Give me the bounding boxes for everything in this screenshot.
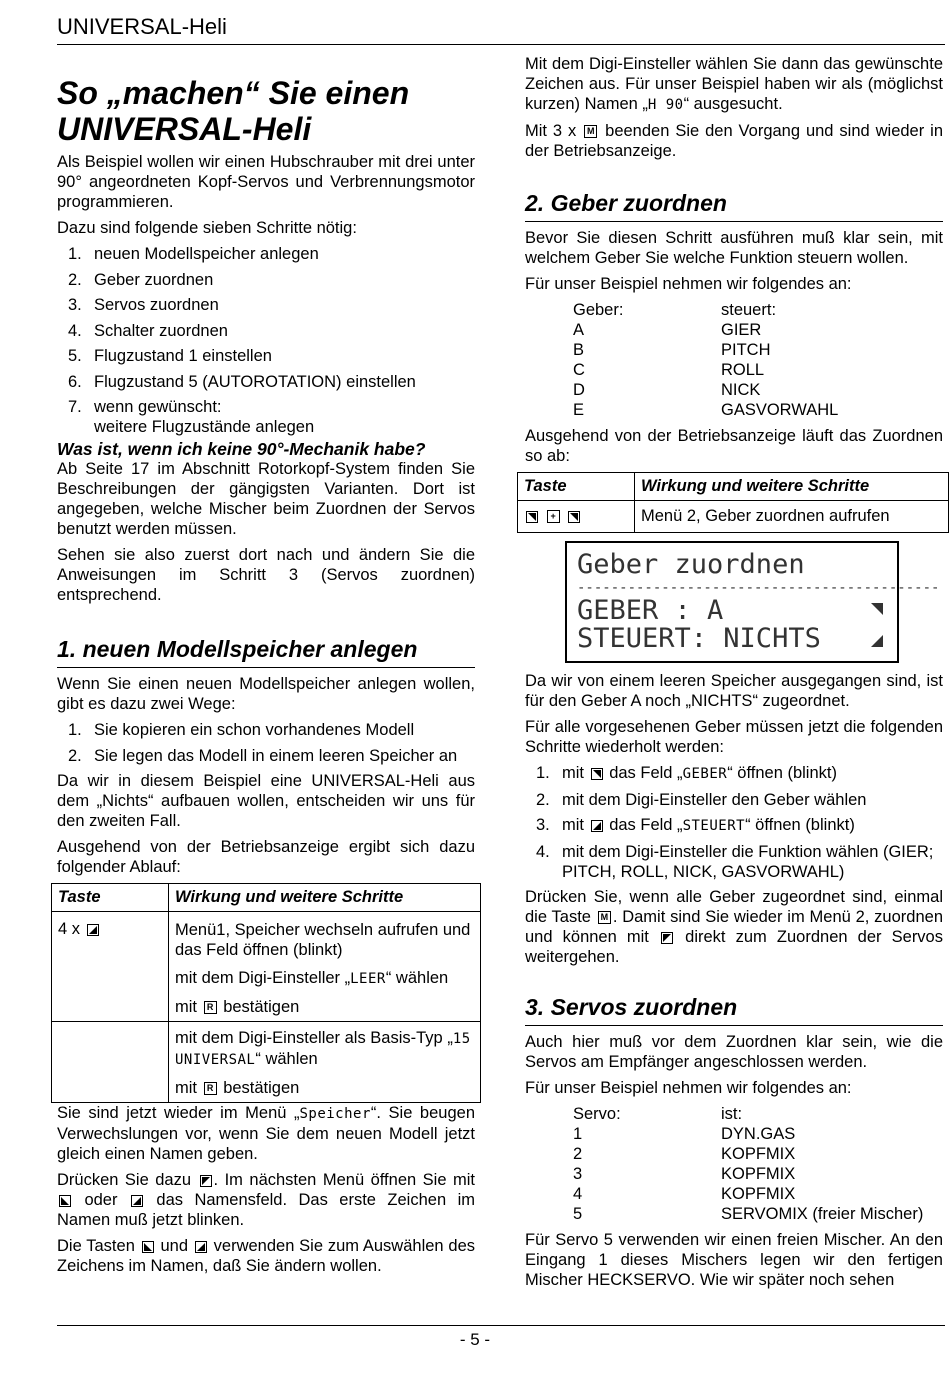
steps-list	[57, 244, 475, 437]
plus-key-icon: +	[547, 510, 560, 523]
header-divider	[57, 44, 945, 45]
list-item: 3. mit das Feld „STEUERT“ öffnen (blinkt)	[536, 816, 855, 834]
key-down-right-icon	[131, 1195, 143, 1207]
after-table-paragraph-2: Drücken Sie dazu . Im nächsten Menü öffnen Sie mit oder das Namensfeld. Das erste Zeichen im Namen muß jetzt blinken.	[57, 1171, 475, 1229]
list-item: 7. wenn gewünscht: weitere Flugzustände anlegen	[68, 398, 315, 436]
s1-paragraph-2: Da wir in diesem Beispiel eine UNIVERSAL-Heli aus dem „Nichts“ aufbauen wollen, entscheiden wir uns für den zweiten Fall.	[57, 772, 475, 830]
key-up-right-icon	[591, 768, 603, 780]
right-column	[525, 54, 943, 1296]
m-key-icon: M	[584, 125, 597, 138]
question-heading: Was ist, wenn ich keine 90°-Mechanik habe?	[57, 439, 426, 459]
s2-steps-table	[517, 472, 949, 533]
key-up-right-icon	[568, 511, 580, 523]
list-item: 3. Servos zuordnen	[68, 296, 219, 314]
list-item: 6. Flugzustand 5 (AUTOROTATION) einstellen	[68, 372, 416, 391]
page-header-title: UNIVERSAL-Heli	[57, 14, 227, 39]
section-1-heading: 1. neuen Modellspeicher anlegen	[57, 635, 475, 668]
intro-steps-lead: Dazu sind folgende sieben Schritte nötig:	[57, 219, 357, 237]
s1-steps-table	[51, 883, 481, 1103]
lcd-arrow-up-right-icon	[871, 603, 883, 615]
table-row: mit dem Digi-Einsteller als Basis-Typ „15 UNIVERSAL“ wählen mit R bestätigen	[52, 1022, 481, 1103]
key-down-right-icon	[591, 820, 603, 832]
key-down-right-icon	[195, 1241, 207, 1253]
s1-paragraph-1: Wenn Sie einen neuen Modellspeicher anlegen wollen, gibt es dazu zwei Wege:	[57, 675, 475, 713]
s1-paragraph-3: Ausgehend von der Betriebsanzeige ergibt sich dazu folgender Ablauf:	[57, 838, 475, 876]
list-item: 1. mit das Feld „GEBER“ öffnen (blinkt)	[536, 764, 837, 782]
list-item: 1. neuen Modellspeicher anlegen	[68, 245, 319, 263]
after-table-paragraph-1: Sie sind jetzt wieder im Menü „Speicher“. Sie beugen Verwechslungen vor, wenn Sie dem neuen Modell jetzt gleich einen Namen geben.	[57, 1104, 475, 1163]
question-paragraph-2: Sehen sie also zuerst dort nach und ändern Sie die Anweisungen im Schritt 3 (Servos zuordnen) entsprechend.	[57, 546, 475, 604]
key-down-right-icon	[87, 924, 99, 936]
section-3-heading: 3. Servos zuordnen	[525, 993, 943, 1026]
list-item: 2. Sie legen das Modell in einem leeren Speicher an	[68, 746, 458, 765]
key-up-left-icon	[200, 1175, 212, 1187]
key-down-left-icon	[142, 1241, 154, 1253]
finish-paragraph: Mit 3 x M beenden Sie den Vorgang und sind wieder in der Betriebsanzeige.	[525, 122, 943, 160]
lcd-line-1: Geber zuordnen	[577, 549, 805, 580]
table-header-key: Taste	[52, 884, 169, 912]
left-column	[57, 152, 475, 1282]
geber-table: Geber: steuert: A GIER B PITCH C ROLL D NICK E GASVORWAHL	[573, 301, 839, 419]
list-item: 2. Geber zuordnen	[68, 270, 214, 289]
s2-steps-list	[525, 763, 943, 882]
table-header-key: Taste	[518, 473, 635, 501]
lcd-line-2-row	[577, 597, 887, 625]
r-key-icon: R	[204, 1082, 217, 1095]
s2-paragraph-1: Bevor Sie diesen Schritt ausführen muß klar sein, mit welchem Geber Sie welche Funktion steuern wollen.	[525, 229, 943, 267]
servo-table: Servo: ist: 1 DYN.GAS 2 KOPFMIX 3 KOPFMIX 4 KOPFMIX 5 SERVOMIX (freier Mischer)	[573, 1105, 924, 1223]
key-up-left-icon	[661, 932, 673, 944]
list-item: 4. Schalter zuordnen	[68, 321, 228, 340]
footer-divider	[57, 1325, 945, 1326]
lcd-line-3-row	[577, 625, 887, 653]
s3-paragraph-3: Für Servo 5 verwenden wir einen freien Mischer. An den Eingang 1 dieses Mischers legen wir den fertigen Mischer HECKSERVO. Wie wir später noch sehen	[525, 1231, 943, 1289]
r-key-icon: R	[204, 1001, 217, 1014]
list-item: 1. Sie kopieren ein schon vorhandenes Modell	[68, 721, 415, 739]
table-row: 4 x Menü1, Speicher wechseln aufrufen und das Feld öffnen (blinkt) mit dem Digi-Einsteller „LEER“ wählen mit R bestätigen	[52, 912, 481, 1022]
lcd-line-3: STEUERT: NICHTS	[577, 623, 821, 654]
after-table-paragraph-3: Die Tasten und verwenden Sie zum Auswählen des Zeichens im Namen, daß Sie ändern wollen.	[57, 1237, 475, 1275]
key-up-right-icon	[526, 511, 538, 523]
s3-paragraph-2: Für unser Beispiel nehmen wir folgendes an:	[525, 1079, 852, 1097]
lcd-display	[565, 541, 940, 663]
s2-paragraph-4: Da wir von einem leeren Speicher ausgegangen sind, ist für den Geber A noch „NICHTS“ zugeordnet.	[525, 672, 943, 710]
lcd-divider: -------------------------------------------	[577, 580, 940, 596]
main-title: So „machen“ Sie einen UNIVERSAL-Heli	[57, 75, 410, 147]
table-header-effect: Wirkung und weitere Schritte	[169, 884, 481, 912]
lcd-line-2: GEBER : A	[577, 595, 724, 626]
m-key-icon: M	[598, 911, 611, 924]
list-item: 5. Flugzustand 1 einstellen	[68, 347, 272, 365]
table-header-effect: Wirkung und weitere Schritte	[635, 473, 949, 501]
intro-paragraph: Als Beispiel wollen wir einen Hubschrauber mit drei unter 90° angeordneten Kopf-Servos und Verbrennungsmotor programmieren.	[57, 153, 475, 211]
s2-paragraph-3: Ausgehend von der Betriebsanzeige läuft das Zuordnen so ab:	[525, 427, 943, 465]
list-item: 2. mit dem Digi-Einsteller den Geber wählen	[536, 790, 867, 809]
list-item: 4. mit dem Digi-Einsteller die Funktion wählen (GIER; PITCH, ROLL, NICK, GASVORWAHL)	[536, 842, 934, 881]
table-row: + Menü 2, Geber zuordnen aufrufen	[518, 501, 949, 533]
lcd-arrow-down-right-icon	[871, 635, 883, 647]
section-2-heading: 2. Geber zuordnen	[525, 189, 943, 222]
key-down-left-icon	[59, 1195, 71, 1207]
page-number: - 5 -	[459, 1330, 491, 1349]
s1-options-list	[57, 720, 475, 766]
name-paragraph: Mit dem Digi-Einsteller wählen Sie dann das gewünschte Zeichen aus. Für unser Beispiel haben wir als (möglichst kurzen) Namen „H 90“ ausgesucht.	[525, 55, 943, 113]
s2-paragraph-5: Für alle vorgesehenen Geber müssen jetzt die folgenden Schritte wiederholt werden:	[525, 718, 943, 756]
question-paragraph-1: Ab Seite 17 im Abschnitt Rotorkopf-System finden Sie Beschreibungen der gängigsten Varianten. Dort ist angegeben, welche Mischer beim Zuordnen der Servos benutzt werden müssen.	[57, 460, 475, 538]
s3-paragraph-1: Auch hier muß vor dem Zuordnen klar sein, wie die Servos am Empfänger angeschlossen werden.	[525, 1033, 943, 1071]
s2-paragraph-2: Für unser Beispiel nehmen wir folgendes an:	[525, 275, 852, 293]
s2-paragraph-6: Drücken Sie, wenn alle Geber zugeordnet sind, einmal die Taste M . Damit sind Sie wieder im Menü 2, zuordnen und können mit direkt zum Zuordnen der Servos weitergehen.	[525, 888, 943, 966]
